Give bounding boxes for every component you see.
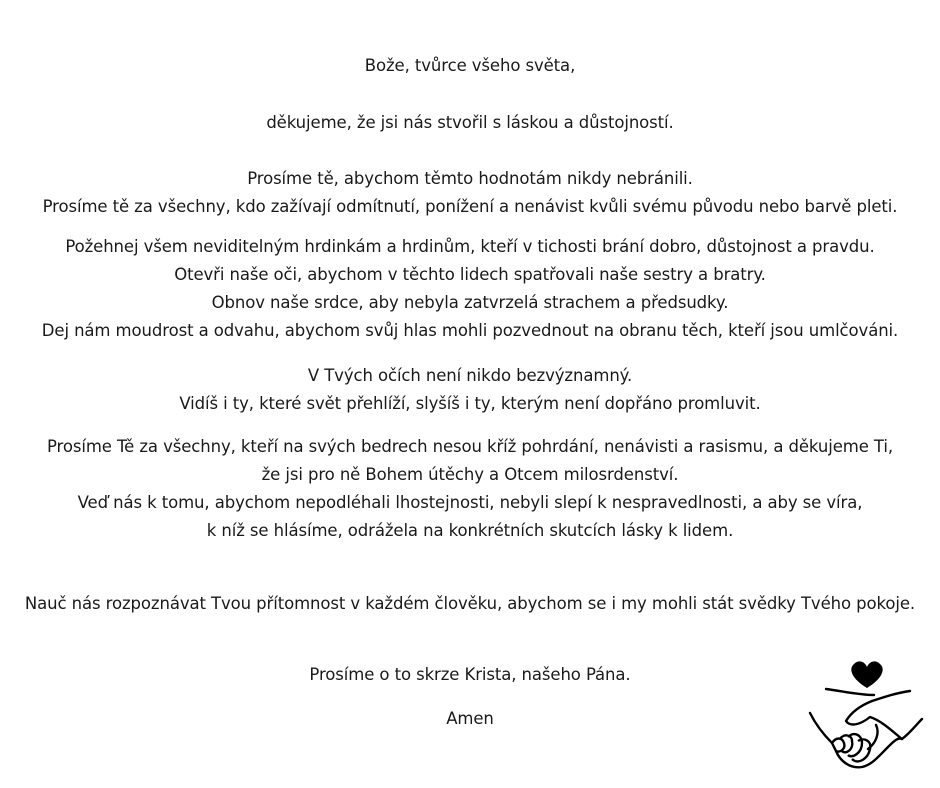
finger-1 xyxy=(832,739,844,752)
p3-line-2: Vidíš i ty, které svět přehlíží, slyšíš i ty, kterým není dopřáno promluvit. xyxy=(179,394,761,413)
p4-line-2: že jsi pro ně Bohem útěchy a Otcem milosrdenství. xyxy=(261,465,679,484)
thanks-line: děkujeme, že jsi nás stvořil s láskou a důstojností. xyxy=(266,113,674,132)
left-arm-line xyxy=(826,689,874,695)
p4-line-4: k níž se hlásíme, odrážela na konkrétních skutcích lásky k lidem. xyxy=(206,521,734,540)
p4-line-1: Prosíme Tě za všechny, kteří na svých bedrech nesou kříž pohrdání, nenávisti a rasismu, a děkujeme Ti, xyxy=(46,437,894,456)
p1-line-1: Prosíme tě, abychom těmto hodnotám nikdy nebránili. xyxy=(247,169,693,188)
p2-line-3: Obnov naše srdce, aby nebyla zatvrzelá strachem a předsudky. xyxy=(211,293,729,312)
amen-line: Amen xyxy=(446,709,494,728)
closing-line: Prosíme o to skrze Krista, našeho Pána. xyxy=(309,665,631,684)
p1-line-2: Prosíme tě za všechny, kdo zažívají odmítnutí, ponížení a nenávist kvůli svému původu nebo barvě pleti. xyxy=(42,197,898,216)
p2-line-4: Dej nám moudrost a odvahu, abychom svůj hlas mohli pozvednout na obranu těch, kteří jsou umlčováni. xyxy=(41,321,899,340)
p5-line: Nauč nás rozpoznávat Tvou přítomnost v každém člověku, abychom se i my mohli stát svědky Tvého pokoje. xyxy=(24,594,916,613)
right-arm-line xyxy=(872,691,910,701)
prayer-title: Bože, tvůrce všeho světa, xyxy=(364,56,576,75)
p2-line-1: Požehnej všem neviditelným hrdinkám a hrdinům, kteří v tichosti brání dobro, důstojnost a pravdu. xyxy=(65,237,875,256)
heart-shape xyxy=(851,661,882,688)
heart-handshake-icon xyxy=(806,655,928,777)
p4-line-3: Veď nás k tomu, abychom nepodléhali lhostejnosti, nebyli slepí k nespravedlnosti, a aby se víra, xyxy=(77,493,863,512)
p2-line-2: Otevři naše oči, abychom v těchto lidech spatřovali naše sestry a bratry. xyxy=(174,265,766,284)
p3-line-1: V Tvých očích není nikdo bezvýznamný. xyxy=(307,366,633,385)
left-wrist-line xyxy=(810,713,832,743)
right-hand-outline xyxy=(846,701,922,739)
